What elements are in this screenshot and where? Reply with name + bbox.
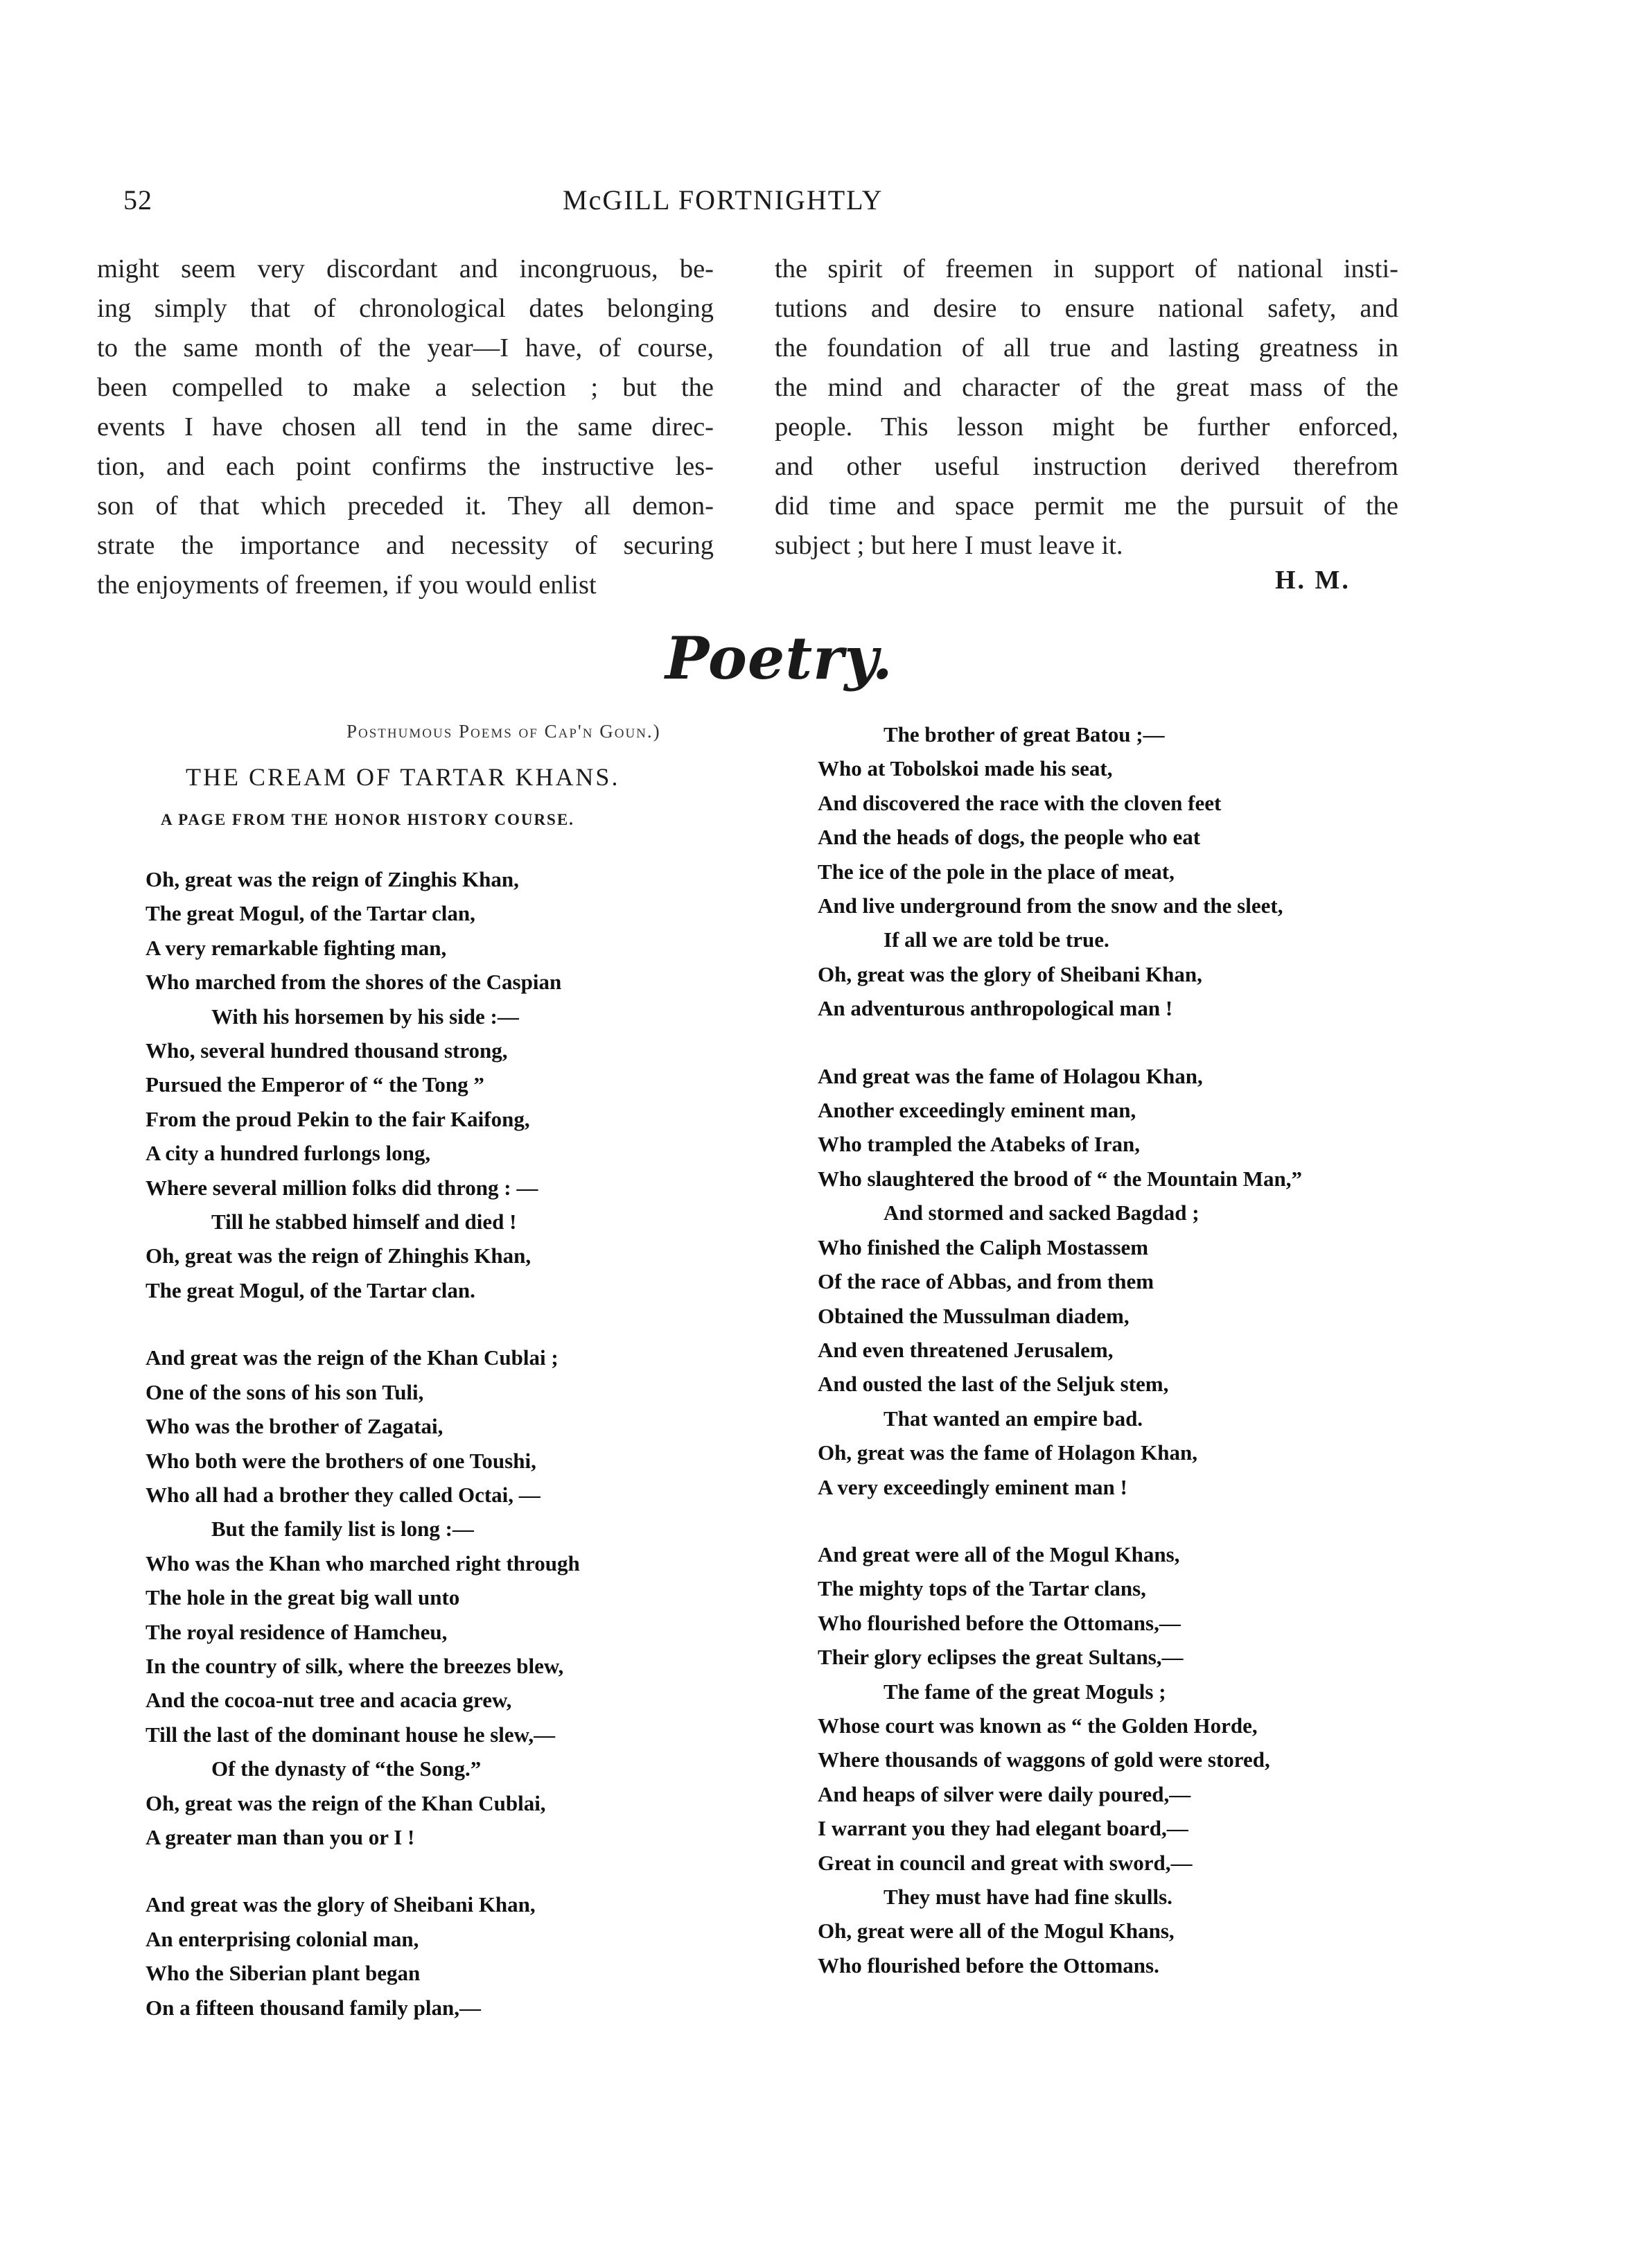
- prose-line: tion, and each point confirms the instructive les-: [97, 452, 714, 481]
- section-title: Poetry.: [665, 624, 893, 692]
- verse-line: A greater man than you or I !: [146, 1824, 415, 1849]
- verse-line: And great was the fame of Holagou Khan,: [818, 1063, 1203, 1088]
- verse-line: Oh, great was the reign of Zinghis Khan,: [146, 867, 519, 891]
- verse-line: The great Mogul, of the Tartar clan.: [146, 1277, 475, 1302]
- prose-line: did time and space permit me the pursuit of the: [775, 491, 1398, 521]
- verse-line: And the cocoa-nut tree and acacia grew,: [146, 1688, 512, 1713]
- verse-line: And discovered the race with the cloven feet: [818, 790, 1222, 815]
- verse-line: The brother of great Batou ;—: [884, 722, 1165, 747]
- prose-line: strate the importance and necessity of securing: [97, 531, 714, 560]
- verse-line: Who both were the brothers of one Toushi,: [146, 1448, 536, 1473]
- verse-line: Their glory eclipses the great Sultans,—: [818, 1645, 1184, 1670]
- verse-line: A very exceedingly eminent man !: [818, 1474, 1127, 1499]
- verse-line: Who at Tobolskoi made his seat,: [818, 756, 1113, 781]
- verse-line: Who all had a brother they called Octai, —: [146, 1482, 541, 1507]
- prose-line: the spirit of freemen in support of national insti-: [775, 254, 1398, 283]
- verse-line: Who, several hundred thousand strong,: [146, 1038, 508, 1063]
- prose-line: and other useful instruction derived therefrom: [775, 452, 1398, 481]
- prose-line: the foundation of all true and lasting greatness in: [775, 333, 1398, 363]
- verse-line: And heaps of silver were daily poured,—: [818, 1781, 1191, 1806]
- verse-line: That wanted an empire bad.: [884, 1406, 1143, 1431]
- verse-line: Till the last of the dominant house he slew,—: [146, 1722, 556, 1747]
- verse-line: Oh, great was the glory of Sheibani Khan,: [818, 961, 1202, 986]
- verse-line: Of the race of Abbas, and from them: [818, 1269, 1154, 1294]
- verse-line: With his horsemen by his side :—: [211, 1004, 519, 1029]
- verse-line: They must have had fine skulls.: [884, 1885, 1172, 1909]
- poem-title: THE CREAM OF TARTAR KHANS.: [186, 763, 620, 791]
- verse-line: The hole in the great big wall unto: [146, 1585, 460, 1610]
- verse-line: The ice of the pole in the place of meat,: [818, 859, 1175, 884]
- verse-line: Oh, great was the fame of Holagon Khan,: [818, 1440, 1197, 1465]
- poem-stanza: [818, 1537, 1441, 1982]
- prose-line: ing simply that of chronological dates belonging: [97, 294, 714, 323]
- prose-column-left: [97, 250, 714, 605]
- verse-line: Of the dynasty of “the Song.”: [211, 1756, 482, 1781]
- verse-line: Who trampled the Atabeks of Iran,: [818, 1132, 1141, 1157]
- verse-line: The great Mogul, of the Tartar clan,: [146, 901, 475, 926]
- verse-line: Till he stabbed himself and died !: [211, 1210, 517, 1234]
- verse-line: Whose court was known as “ the Golden Horde,: [818, 1713, 1258, 1738]
- prose-line: might seem very discordant and incongruous, be-: [97, 254, 714, 283]
- verse-line: If all we are told be true.: [884, 927, 1109, 952]
- poem-stanza: [818, 1059, 1441, 1504]
- verse-line: And the heads of dogs, the people who eat: [818, 825, 1201, 850]
- verse-line: Who flourished before the Ottomans.: [818, 1953, 1159, 1978]
- poem-column-left: [146, 862, 769, 2058]
- prose-column-right: [775, 250, 1398, 566]
- prose-line: the enjoyments of freemen, if you would enlist: [97, 570, 597, 600]
- verse-line: Great in council and great with sword,—: [818, 1850, 1193, 1875]
- verse-line: From the proud Pekin to the fair Kaifong,: [146, 1106, 530, 1131]
- verse-line: Who the Siberian plant began: [146, 1961, 421, 1986]
- prose-line: tutions and desire to ensure national safety, and: [775, 294, 1398, 323]
- poem-stanza: [146, 1887, 769, 2025]
- verse-line: The mighty tops of the Tartar clans,: [818, 1576, 1146, 1601]
- verse-line: Where thousands of waggons of gold were stored,: [818, 1747, 1270, 1772]
- prose-line: to the same month of the year—I have, of course,: [97, 333, 714, 363]
- verse-line: Who finished the Caliph Mostassem: [818, 1234, 1149, 1259]
- verse-line: The fame of the great Moguls ;: [884, 1679, 1166, 1704]
- verse-line: Oh, great was the reign of the Khan Cublai,: [146, 1790, 546, 1815]
- verse-line: Oh, great was the reign of Zhinghis Khan,: [146, 1243, 531, 1268]
- verse-line: Obtained the Mussulman diadem,: [818, 1303, 1130, 1328]
- verse-line: Who slaughtered the brood of “ the Mountain Man,”: [818, 1166, 1302, 1191]
- verse-line: Who was the Khan who marched right through: [146, 1551, 580, 1575]
- verse-line: And great was the glory of Sheibani Khan,: [146, 1892, 536, 1917]
- prose-line: subject ; but here I must leave it.: [775, 531, 1123, 560]
- verse-line: On a fifteen thousand family plan,—: [146, 1995, 482, 2020]
- verse-line: And great was the reign of the Khan Cublai ;: [146, 1345, 559, 1370]
- verse-line: Where several million folks did throng : —: [146, 1175, 538, 1200]
- verse-line: Who was the brother of Zagatai,: [146, 1414, 443, 1439]
- verse-line: And live underground from the snow and the sleet,: [818, 893, 1283, 918]
- author-signature: H. M.: [1275, 566, 1351, 595]
- verse-line: Who marched from the shores of the Caspian: [146, 970, 562, 995]
- verse-line: Oh, great were all of the Mogul Khans,: [818, 1919, 1175, 1944]
- poem-note: Posthumous Poems of Cap'n Goun.): [346, 721, 661, 742]
- verse-line: A very remarkable fighting man,: [146, 935, 447, 960]
- prose-line: son of that which preceded it. They all demon-: [97, 491, 714, 521]
- verse-line: And stormed and sacked Bagdad ;: [884, 1201, 1200, 1225]
- verse-line: Who flourished before the Ottomans,—: [818, 1610, 1181, 1635]
- poem-stanza: [146, 1341, 769, 1854]
- verse-line: The royal residence of Hamcheu,: [146, 1619, 448, 1644]
- verse-line: Another exceedingly eminent man,: [818, 1098, 1136, 1123]
- verse-line: An enterprising colonial man,: [146, 1926, 419, 1951]
- verse-line: I warrant you they had elegant board,—: [818, 1816, 1188, 1841]
- prose-line: the mind and character of the great mass of the: [775, 373, 1398, 402]
- prose-line: been compelled to make a selection ; but the: [97, 373, 714, 402]
- verse-line: A city a hundred furlongs long,: [146, 1141, 431, 1166]
- poem-subtitle: A PAGE FROM THE HONOR HISTORY COURSE.: [161, 811, 574, 828]
- verse-line: Pursued the Emperor of “ the Tong ”: [146, 1072, 484, 1097]
- verse-line: One of the sons of his son Tuli,: [146, 1379, 424, 1404]
- verse-line: In the country of silk, where the breezes blew,: [146, 1653, 564, 1678]
- verse-line: But the family list is long :—: [211, 1517, 474, 1542]
- verse-line: An adventurous anthropological man !: [818, 996, 1173, 1021]
- page-number: 52: [123, 184, 152, 216]
- verse-line: And even threatened Jerusalem,: [818, 1337, 1114, 1362]
- prose-line: events I have chosen all tend in the same direc-: [97, 412, 714, 442]
- poem-stanza: [818, 717, 1441, 1026]
- poem-column-right: [818, 717, 1441, 2016]
- poem-stanza: [146, 862, 769, 1307]
- verse-line: And great were all of the Mogul Khans,: [818, 1542, 1180, 1566]
- prose-line: people. This lesson might be further enforced,: [775, 412, 1398, 442]
- running-title: McGILL FORTNIGHTLY: [563, 184, 884, 216]
- verse-line: And ousted the last of the Seljuk stem,: [818, 1372, 1169, 1397]
